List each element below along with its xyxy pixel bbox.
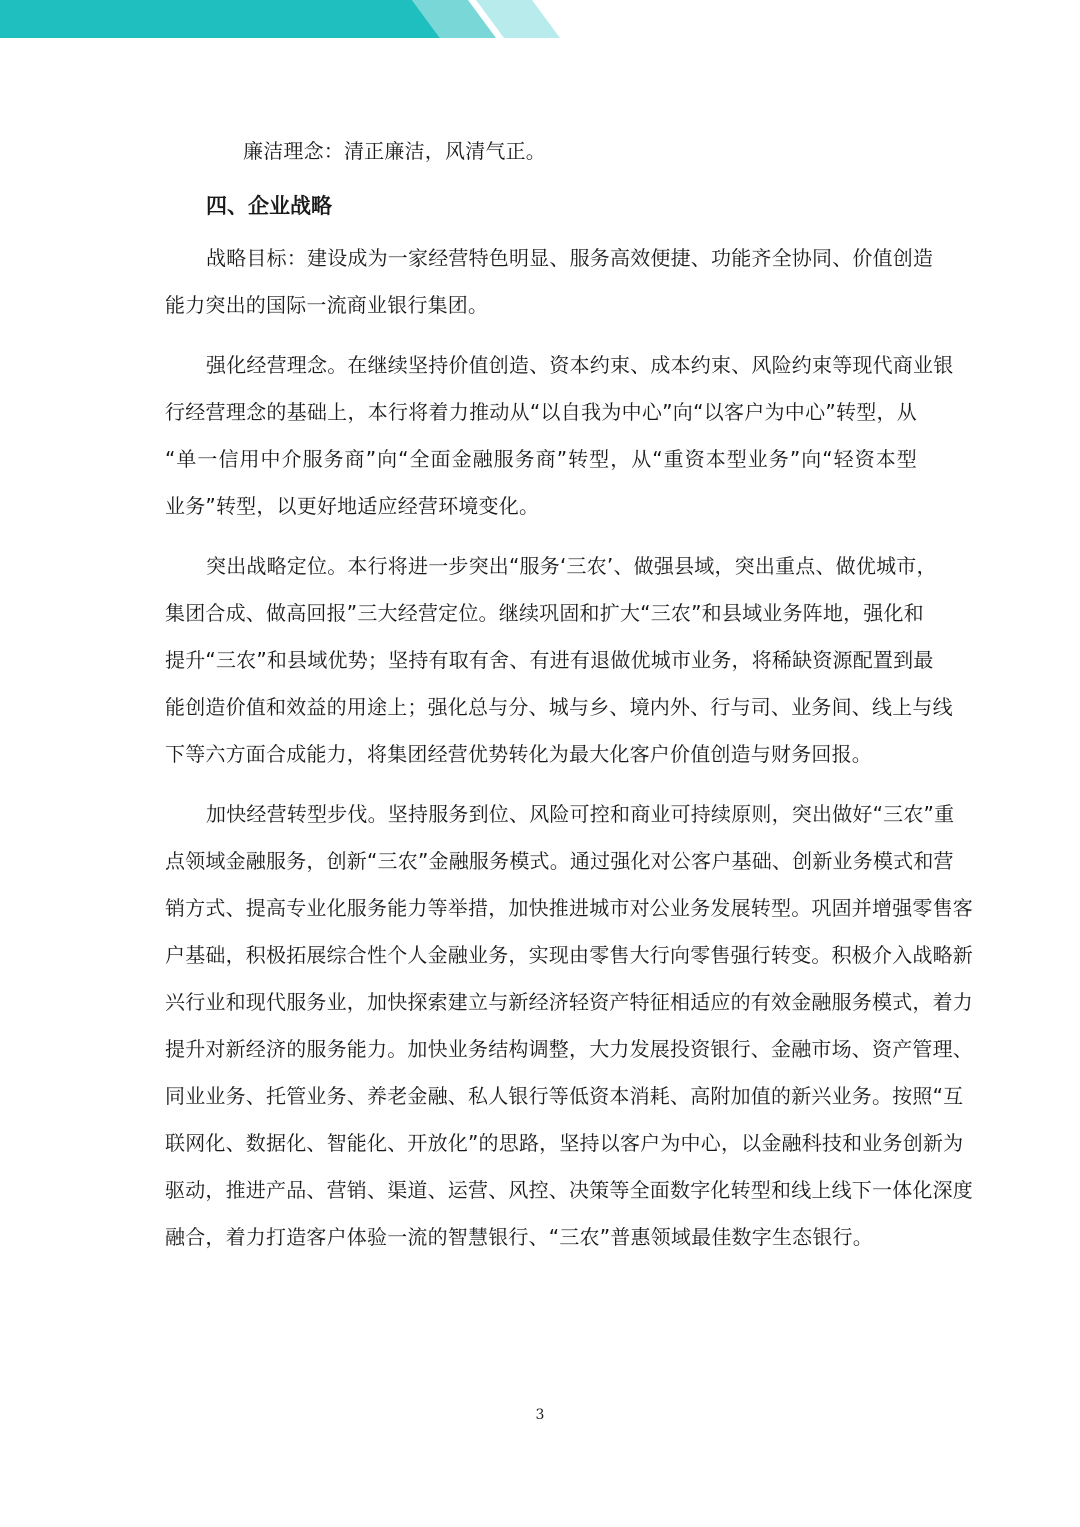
top-banner-decoration	[0, 0, 1080, 38]
text-line: 强化经营理念。在继续坚持价值创造、资本约束、成本约束、风险约束等现代商业银	[206, 353, 954, 377]
paragraph-transformation	[165, 791, 973, 1261]
paragraph-strategic-positioning	[165, 543, 953, 778]
text-line: 销方式、提高专业化服务能力等举措，加快推进城市对公业务发展转型。巩固并增强零售客	[165, 896, 973, 920]
text-line: 能创造价值和效益的用途上；强化总与分、城与乡、境内外、行与司、业务间、线上与线	[165, 695, 953, 719]
text-line: 提升对新经济的服务能力。加快业务结构调整，大力发展投资银行、金融市场、资产管理、	[165, 1037, 973, 1061]
text-line: 加快经营转型步伐。坚持服务到位、风险可控和商业可持续原则，突出做好“三农”重	[206, 802, 955, 826]
text-line: 驱动，推进产品、营销、渠道、运营、风控、决策等全面数字化转型和线上线下一体化深度	[165, 1178, 973, 1202]
page-number: 3	[535, 1407, 545, 1423]
text-line: 提升“三农”和县域优势；坚持有取有舍、有进有退做优城市业务，将稀缺资源配置到最	[165, 648, 934, 672]
text-line: 融合，着力打造客户体验一流的智慧银行、“三农”普惠领域最佳数字生态银行。	[165, 1225, 873, 1249]
paragraph-integrity-concept: 廉洁理念：清正廉洁，风清气正。	[243, 139, 546, 163]
document-body	[165, 128, 973, 1261]
text-line: 户基础，积极拓展综合性个人金融业务，实现由零售大行向零售强行转变。积极介入战略新	[165, 943, 973, 967]
text-line: 业务”转型，以更好地适应经营环境变化。	[165, 494, 540, 518]
text-line: “单一信用中介服务商”向“全面金融服务商”转型，从“重资本型业务”向“轻资本型	[165, 447, 917, 471]
banner-teal-band	[0, 0, 440, 38]
text-line: 联网化、数据化、智能化、开放化”的思路，坚持以客户为中心，以金融科技和业务创新为	[165, 1131, 964, 1155]
text-line: 点领域金融服务，创新“三农”金融服务模式。通过强化对公客户基础、创新业务模式和营	[165, 849, 954, 873]
text-line: 下等六方面合成能力，将集团经营优势转化为最大化客户价值创造与财务回报。	[165, 742, 872, 766]
text-line: 同业业务、托管业务、养老金融、私人银行等低资本消耗、高附加值的新兴业务。按照“互	[165, 1084, 964, 1108]
text-line: 行经营理念的基础上，本行将着力推动从“以自我为中心”向“以客户为中心”转型，从	[165, 400, 917, 424]
text-line: 集团合成、做高回报”三大经营定位。继续巩固和扩大“三农”和县域业务阵地，强化和	[165, 601, 924, 625]
paragraph-strategy-goal	[165, 235, 934, 329]
text-line: 能力突出的国际一流商业银行集团。	[165, 293, 489, 317]
text-line: 突出战略定位。本行将进一步突出“服务‘三农’、做强县域，突出重点、做优城市，	[206, 554, 937, 578]
paragraph-business-concept	[165, 342, 954, 530]
text-line: 兴行业和现代服务业，加快探索建立与新经济轻资产特征相适应的有效金融服务模式，着力	[165, 990, 973, 1014]
text-line: 战略目标：建设成为一家经营特色明显、服务高效便捷、功能齐全协同、价值创造	[206, 246, 934, 270]
section-heading-enterprise-strategy: 四、企业战略	[206, 194, 332, 218]
